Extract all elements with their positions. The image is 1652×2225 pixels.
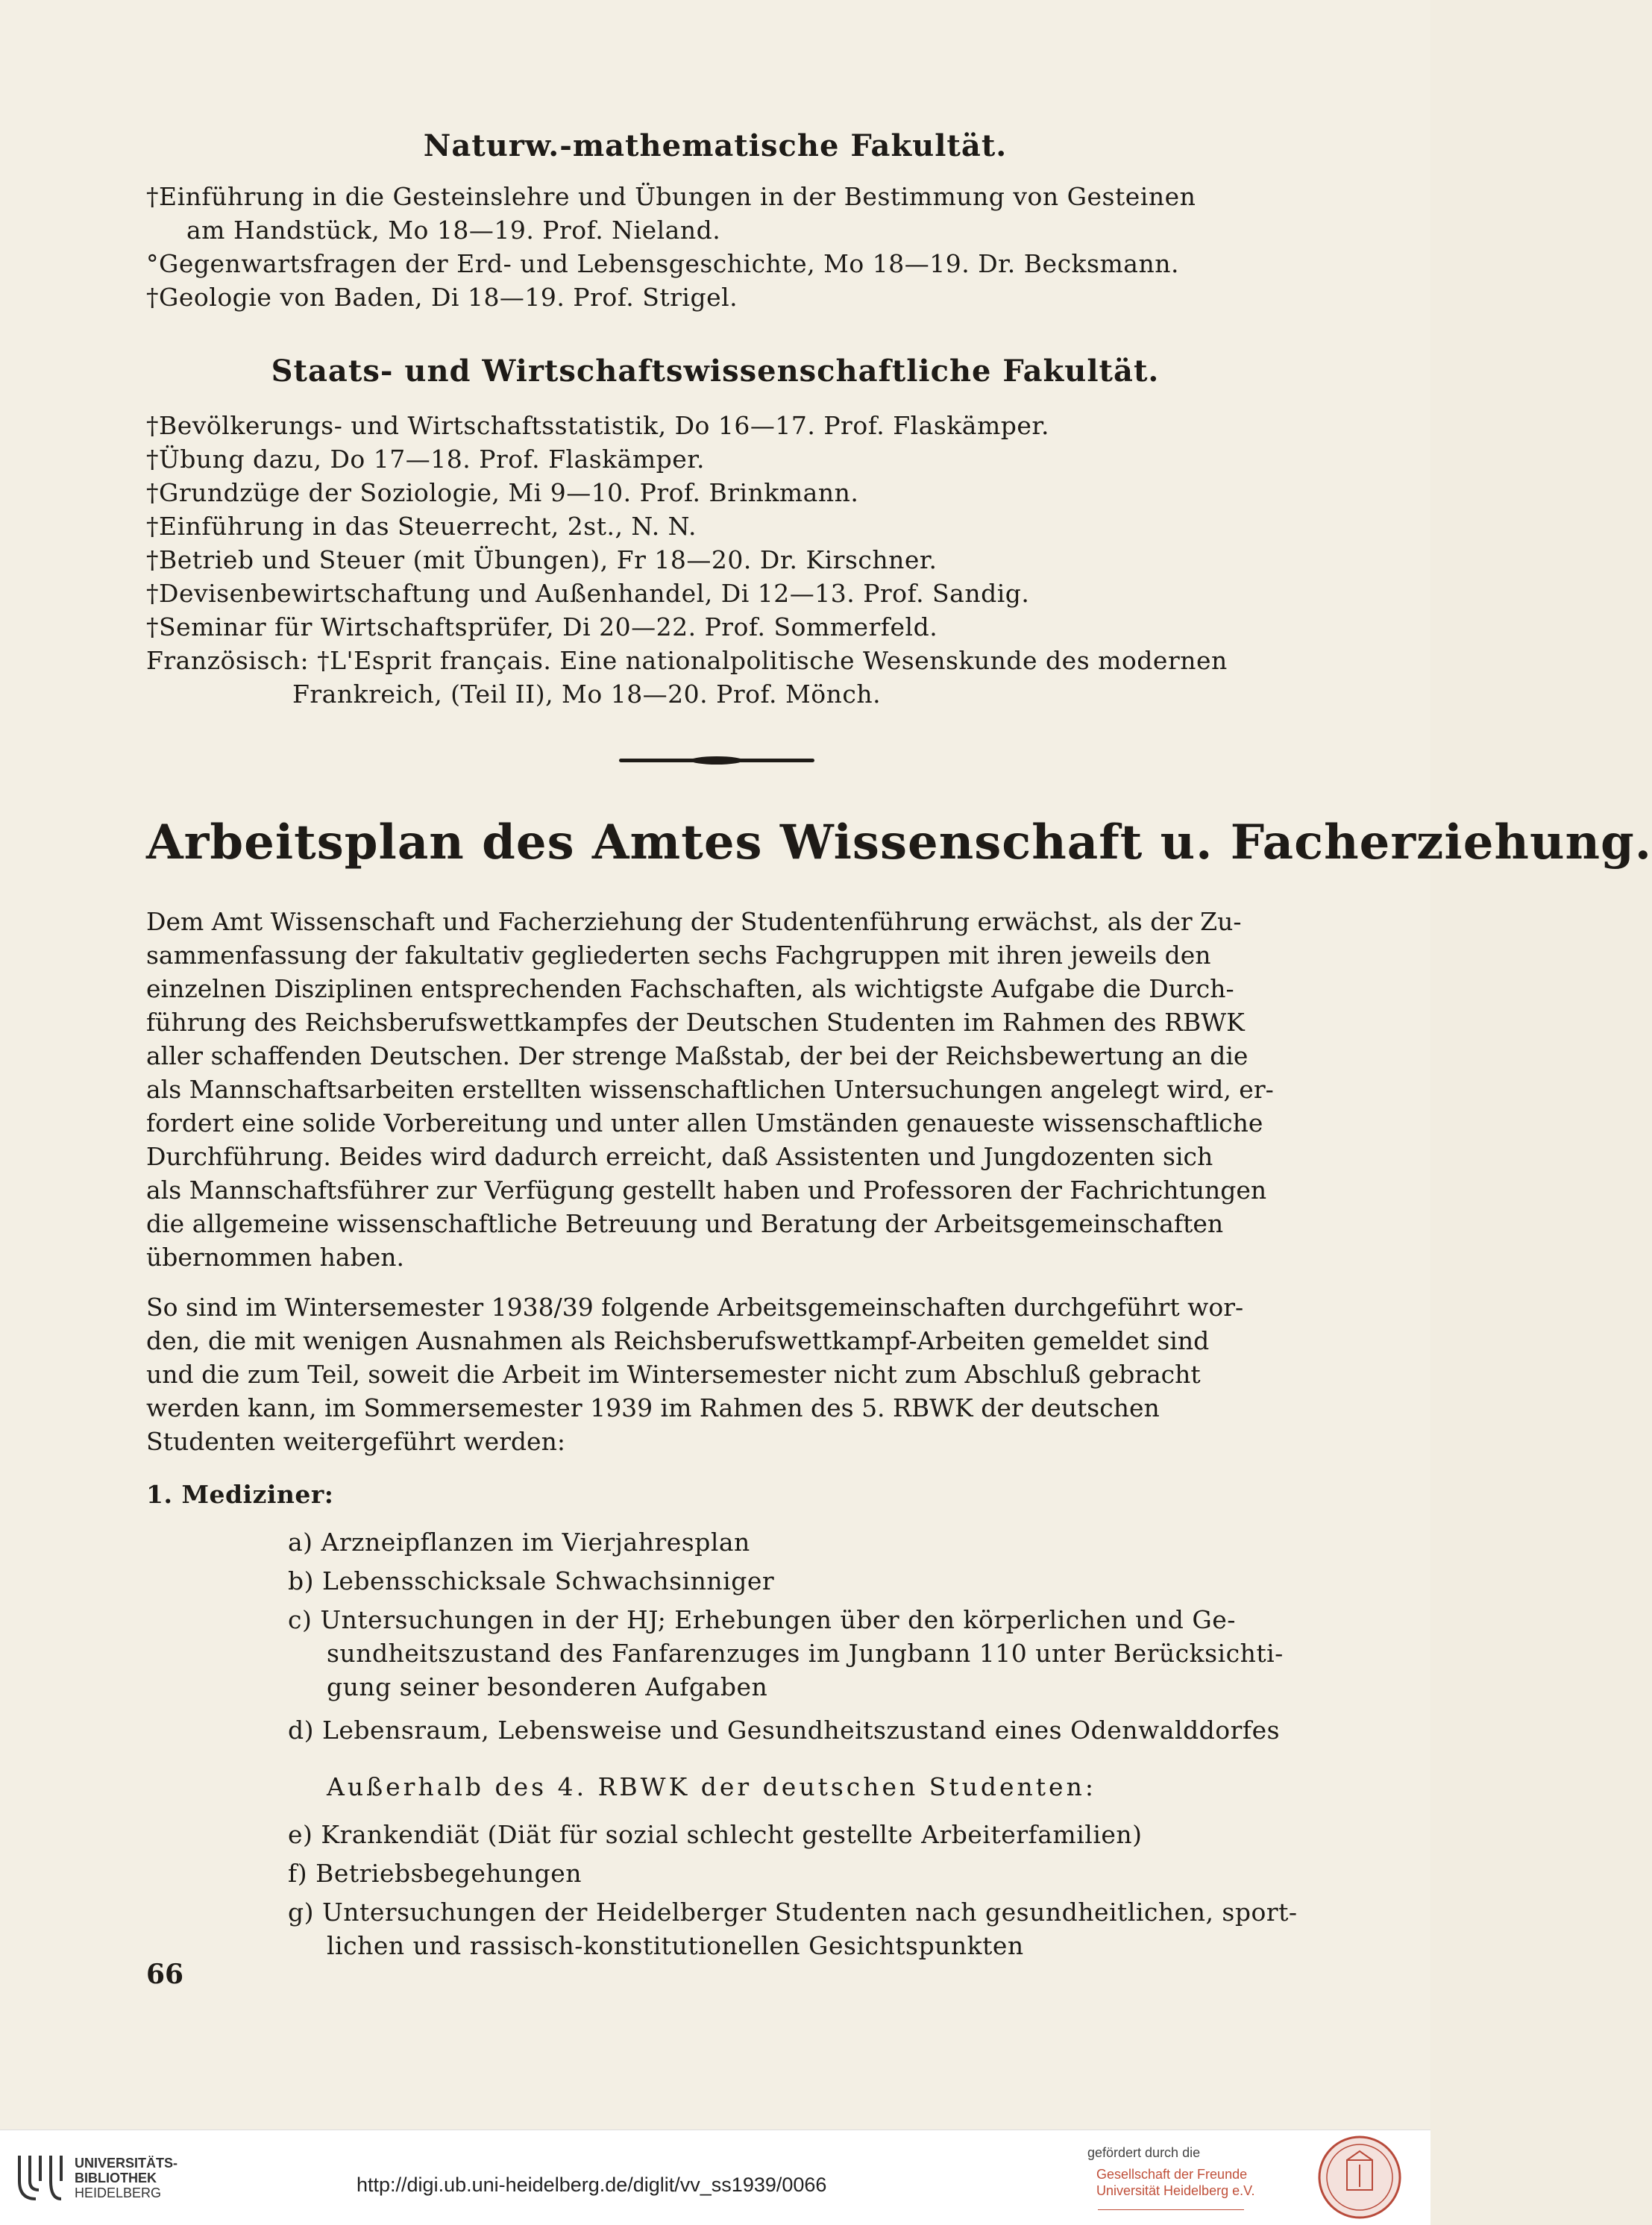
library-name-line: BIBLIOTHEK bbox=[75, 2171, 157, 2185]
section-divider bbox=[619, 759, 814, 762]
page-number: 66 bbox=[146, 1959, 184, 1990]
sponsor-underline bbox=[1098, 2209, 1244, 2210]
list-item: f) Betriebsbegehungen bbox=[288, 1859, 582, 1888]
course-line: †Einführung in die Gesteinslehre und Übungen in der Bestimmung von Gesteinen bbox=[146, 182, 1196, 211]
paragraph-line: und die zum Teil, soweit die Arbeit im Wintersemester nicht zum Abschluß gebracht bbox=[146, 1360, 1201, 1389]
sponsor-name bbox=[1096, 2166, 1254, 2199]
paragraph-line: fordert eine solide Vorbereitung und unter allen Umständen genaueste wissenschaftliche bbox=[146, 1108, 1263, 1137]
main-title: Arbeitsplan des Amtes Wissenschaft u. Facherziehung. bbox=[146, 815, 1652, 870]
paragraph-line: aller schaffenden Deutschen. Der strenge Maßstab, der bei der Reichsbewertung an die bbox=[146, 1041, 1249, 1070]
course-line: †Betrieb und Steuer (mit Übungen), Fr 18—20. Dr. Kirschner. bbox=[146, 545, 938, 574]
list-item-continuation: sundheitszustand des Fanfarenzuges im Jungbann 110 unter Berücksichti- bbox=[327, 1639, 1284, 1668]
paragraph-line: sammenfassung der fakultativ gegliederten sechs Fachgruppen mit ihren jeweils den bbox=[146, 941, 1211, 970]
paragraph-line: übernommen haben. bbox=[146, 1243, 404, 1272]
sponsor-intro: gefördert durch die bbox=[1087, 2145, 1201, 2160]
course-line: †Einführung in das Steuerrecht, 2st., N. N. bbox=[146, 512, 697, 541]
paragraph-line: einzelnen Disziplinen entsprechenden Fachschaften, als wichtigste Aufgabe die Durch- bbox=[146, 974, 1234, 1003]
sponsor-name-line: Universität Heidelberg e.V. bbox=[1096, 2183, 1255, 2198]
course-line: †Geologie von Baden, Di 18—19. Prof. Strigel. bbox=[146, 283, 738, 312]
library-logo-icon bbox=[15, 2151, 67, 2205]
course-line: †Devisenbewirtschaftung und Außenhandel, Di 12—13. Prof. Sandig. bbox=[146, 579, 1030, 608]
subsection-heading: Außerhalb des 4. RBWK der deutschen Studenten: bbox=[327, 1772, 1096, 1801]
footer-bar bbox=[0, 2130, 1430, 2225]
course-line: †Seminar für Wirtschaftsprüfer, Di 20—22. Prof. Sommerfeld. bbox=[146, 612, 938, 641]
course-line: am Handstück, Mo 18—19. Prof. Nieland. bbox=[186, 216, 721, 245]
paragraph-line: den, die mit wenigen Ausnahmen als Reichsberufswettkampf-Arbeiten gemeldet sind bbox=[146, 1326, 1210, 1355]
course-line: °Gegenwartsfragen der Erd- und Lebensgeschichte, Mo 18—19. Dr. Becksmann. bbox=[146, 249, 1179, 278]
course-line: Frankreich, (Teil II), Mo 18—20. Prof. Mönch. bbox=[292, 680, 882, 709]
library-name bbox=[75, 2156, 178, 2200]
paragraph-line: als Mannschaftsführer zur Verfügung gestellt haben und Professoren der Fachrichtungen bbox=[146, 1176, 1267, 1205]
paragraph-line: Dem Amt Wissenschaft und Facherziehung der Studentenführung erwächst, als der Zu- bbox=[146, 907, 1242, 936]
list-item: e) Krankendiät (Diät für sozial schlecht gestellte Arbeiterfamilien) bbox=[288, 1820, 1143, 1849]
list-item: a) Arzneipflanzen im Vierjahresplan bbox=[288, 1528, 750, 1557]
course-line: Französisch: †L'Esprit français. Eine nationalpolitische Wesenskunde des modernen bbox=[146, 646, 1228, 675]
library-name-line: UNIVERSITÄTS- bbox=[75, 2156, 178, 2171]
faculty-title-natural-sciences: Naturw.-mathematische Fakultät. bbox=[423, 128, 1008, 163]
list-item-continuation: lichen und rassisch-konstitutionellen Gesichtspunkten bbox=[327, 1931, 1024, 1960]
sponsor-name-line: Gesellschaft der Freunde bbox=[1096, 2167, 1248, 2182]
digital-copy-link[interactable]: http://digi.ub.uni-heidelberg.de/diglit/vv_ss1939/0066 bbox=[357, 2174, 827, 2196]
paragraph-line: Durchführung. Beides wird dadurch erreicht, daß Assistenten und Jungdozenten sich bbox=[146, 1142, 1213, 1171]
paragraph-line: die allgemeine wissenschaftliche Betreuung und Beratung der Arbeitsgemeinschaften bbox=[146, 1209, 1224, 1238]
course-line: †Bevölkerungs- und Wirtschaftsstatistik, Do 16—17. Prof. Flaskämper. bbox=[146, 411, 1050, 440]
faculty-title-economics: Staats- und Wirtschaftswissenschaftliche Fakultät. bbox=[271, 354, 1160, 389]
paragraph-line: als Mannschaftsarbeiten erstellten wissenschaftlichen Untersuchungen angelegt wird, er- bbox=[146, 1075, 1274, 1104]
paragraph-line: Studenten weitergeführt werden: bbox=[146, 1427, 565, 1456]
university-seal-icon bbox=[1311, 2135, 1408, 2221]
library-name-line: HEIDELBERG bbox=[75, 2185, 162, 2200]
paragraph-line: So sind im Wintersemester 1938/39 folgende Arbeitsgemeinschaften durchgeführt wor- bbox=[146, 1293, 1244, 1322]
list-item: c) Untersuchungen in der HJ; Erhebungen über den körperlichen und Ge- bbox=[288, 1605, 1236, 1634]
list-item: g) Untersuchungen der Heidelberger Studenten nach gesundheitlichen, sport- bbox=[288, 1898, 1298, 1927]
paragraph-line: werden kann, im Sommersemester 1939 im Rahmen des 5. RBWK der deutschen bbox=[146, 1393, 1160, 1422]
list-item: d) Lebensraum, Lebensweise und Gesundheitszustand eines Odenwalddorfes bbox=[288, 1716, 1281, 1745]
course-line: †Grundzüge der Soziologie, Mi 9—10. Prof. Brinkmann. bbox=[146, 478, 859, 507]
course-line: †Übung dazu, Do 17—18. Prof. Flaskämper. bbox=[146, 445, 705, 474]
paragraph-line: führung des Reichsberufswettkampfes der Deutschen Studenten im Rahmen des RBWK bbox=[146, 1008, 1245, 1037]
list-item: b) Lebensschicksale Schwachsinniger bbox=[288, 1566, 775, 1595]
section-heading: 1. Mediziner: bbox=[146, 1480, 334, 1509]
list-item-continuation: gung seiner besonderen Aufgaben bbox=[327, 1672, 768, 1701]
